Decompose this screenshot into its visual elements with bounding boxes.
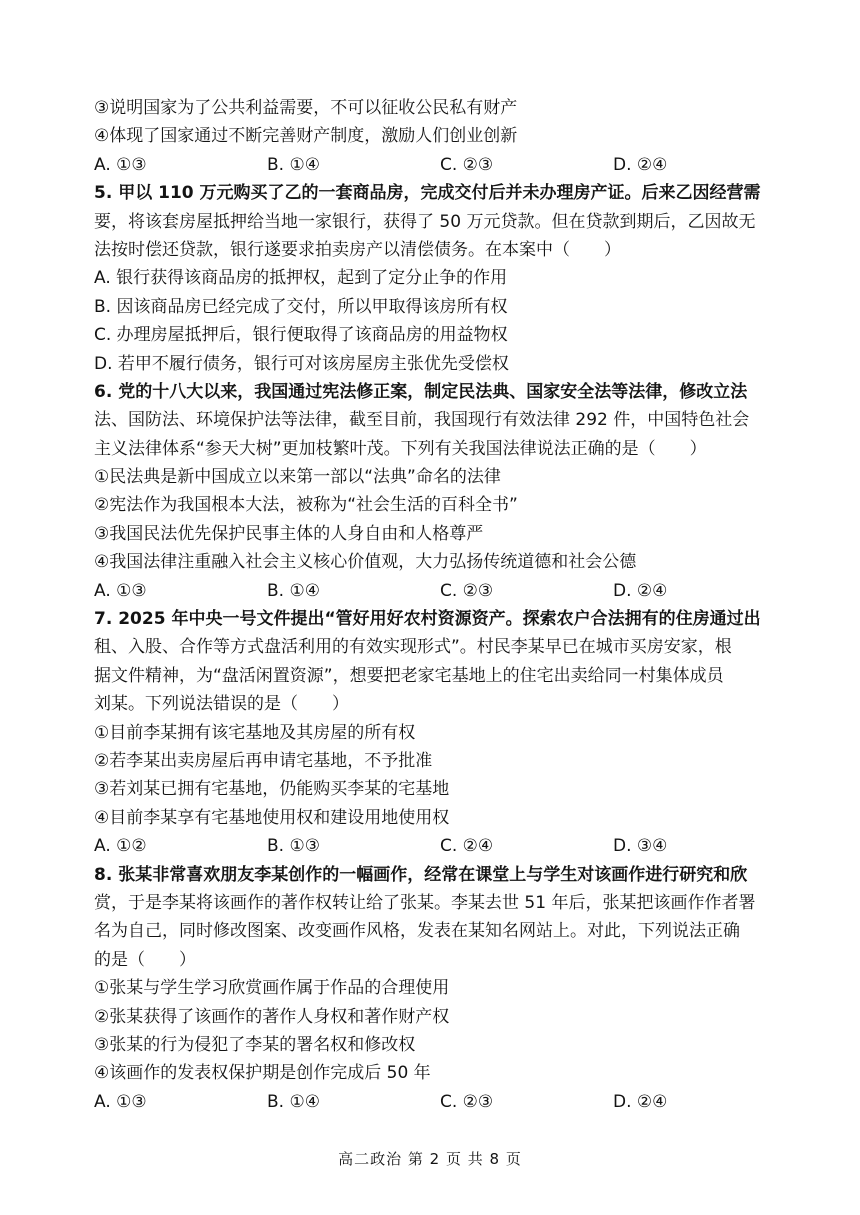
statement-4: ④体现了国家通过不断完善财产制度，激励人们创业创新	[94, 126, 518, 147]
question-stem-line: 要，将该套房屋抵押给当地一家银行，获得了 50 万元贷款。但在贷款到期后，乙因故无	[94, 211, 756, 232]
question-stem-line: 租、入股、合作等方式盘活利用的有效实现形式”。村民李某早已在城市买房安家，根	[94, 637, 732, 658]
answer-options	[94, 577, 790, 605]
choice-b: B. 因该商品房已经完成了交付，所以甲取得该房所有权	[94, 296, 508, 317]
statement-1: ①民法典是新中国成立以来第一部以“法典”命名的法律	[94, 467, 501, 488]
statement-2: ②张某获得了该画作的著作人身权和著作财产权	[94, 1006, 450, 1027]
statement-3: ③我国民法优先保护民事主体的人身自由和人格尊严	[94, 523, 484, 544]
option-d: D. ②④	[613, 1091, 668, 1112]
question-stem-line: 赏，于是李某将该画作的著作权转让给了张某。李某去世 51 年后，张某把该画作作者署	[94, 892, 756, 913]
option-a: A. ①③	[94, 580, 147, 601]
question-4-continued	[94, 94, 790, 179]
answer-options	[94, 1088, 790, 1116]
option-b: B. ①③	[267, 836, 320, 857]
question-stem-line: 刘某。下列说法错误的是（ ）	[94, 694, 349, 715]
question-stem-line: 的是（ ）	[94, 949, 196, 970]
question-6	[94, 378, 790, 605]
statement-4: ④该画作的发表权保护期是创作完成后 50 年	[94, 1063, 431, 1084]
page-footer: 高二政治 第 2 页 共 8 页	[338, 1150, 522, 1168]
question-stem-line: 法按时偿还贷款，银行遂要求拍卖房产以清偿债务。在本案中（ ）	[94, 239, 621, 260]
statement-4: ④目前李某享有宅基地使用权和建设用地使用权	[94, 807, 450, 828]
option-d: D. ②④	[613, 580, 668, 601]
question-stem-line: 7. 2025 年中央一号文件提出“管好用好农村资源资产。探索农户合法拥有的住房通过出	[94, 609, 761, 630]
choice-c: C. 办理房屋抵押后，银行便取得了该商品房的用益物权	[94, 325, 508, 346]
question-stem-line: 6. 党的十八大以来，我国通过宪法修正案，制定民法典、国家安全法等法律，修改立法	[94, 381, 748, 402]
option-b: B. ①④	[267, 1091, 320, 1112]
option-c: C. ②③	[440, 1091, 494, 1112]
question-stem-line: 主义法律体系“参天大树”更加枝繁叶茂。下列有关我国法律说法正确的是（ ）	[94, 438, 707, 459]
choice-a: A. 银行获得该商品房的抵押权，起到了定分止争的作用	[94, 268, 508, 289]
option-c: C. ②③	[440, 154, 494, 175]
question-7	[94, 605, 790, 861]
option-d: D. ③④	[613, 836, 668, 857]
question-8	[94, 861, 790, 1117]
question-stem-line: 法、国防法、环境保护法等法律，截至目前，我国现行有效法律 292 件，中国特色社会	[94, 410, 750, 431]
statement-3: ③若刘某已拥有宅基地，仍能购买李某的宅基地	[94, 779, 450, 800]
option-c: C. ②④	[440, 836, 494, 857]
option-d: D. ②④	[613, 154, 668, 175]
statement-1: ①目前李某拥有该宅基地及其房屋的所有权	[94, 722, 416, 743]
option-b: B. ①④	[267, 580, 320, 601]
choice-d: D. 若甲不履行债务，银行可对该房屋房主张优先受偿权	[94, 353, 509, 374]
statement-3: ③说明国家为了公共利益需要，不可以征收公民私有财产	[94, 98, 518, 118]
option-a: A. ①③	[94, 1091, 147, 1112]
option-b: B. ①④	[267, 154, 320, 175]
option-c: C. ②③	[440, 580, 494, 601]
statement-2: ②宪法作为我国根本大法，被称为“社会生活的百科全书”	[94, 495, 518, 516]
option-a: A. ①③	[94, 154, 147, 175]
question-stem-line: 8. 张某非常喜欢朋友李某创作的一幅画作，经常在课堂上与学生对该画作进行研究和欣	[94, 864, 748, 885]
question-stem-line: 名为自己，同时修改图案、改变画作风格，发表在某知名网站上。对此，下列说法正确	[94, 921, 740, 942]
option-a: A. ①②	[94, 836, 147, 857]
statement-1: ①张某与学生学习欣赏画作属于作品的合理使用	[94, 978, 450, 999]
statement-3: ③张某的行为侵犯了李某的署名权和修改权	[94, 1034, 416, 1055]
question-stem-line: 据文件精神，为“盘活闲置资源”，想要把老家宅基地上的住宅出卖给同一村集体成员	[94, 665, 724, 686]
answer-options	[94, 151, 790, 179]
question-stem-line: 5. 甲以 110 万元购买了乙的一套商品房，完成交付后并未办理房产证。后来乙因经营需	[94, 183, 761, 204]
answer-options	[94, 832, 790, 860]
statement-4: ④我国法律注重融入社会主义核心价值观，大力弘扬传统道德和社会公德	[94, 552, 637, 573]
statement-2: ②若李某出卖房屋后再申请宅基地，不予批准	[94, 750, 433, 771]
question-5	[94, 179, 790, 378]
